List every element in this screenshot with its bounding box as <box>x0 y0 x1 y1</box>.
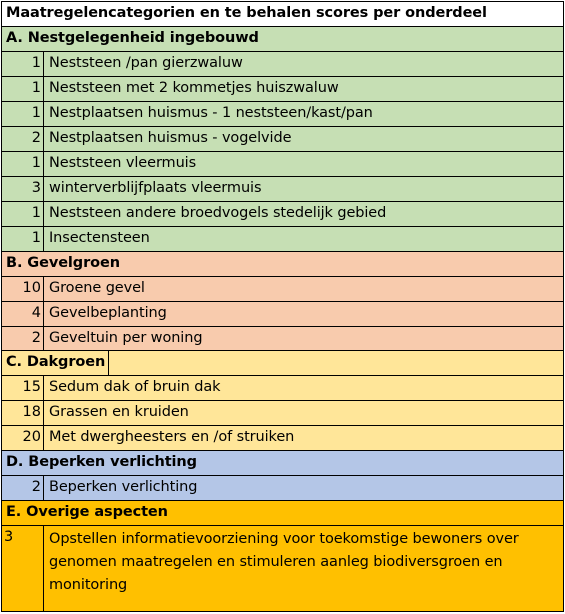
measure-label: Met dwergheesters en /of struiken <box>49 429 295 445</box>
score-cell: 20 <box>2 426 44 450</box>
measure-label: Sedum dak of bruin dak <box>49 379 221 395</box>
measure-label: Groene gevel <box>49 280 145 296</box>
table-row <box>1 376 564 401</box>
table-row <box>1 327 564 351</box>
section-heading-row <box>1 27 564 52</box>
table-title-row <box>1 1 564 27</box>
measure-label: Neststeen /pan gierzwaluw <box>49 55 243 71</box>
table-title: Maatregelencategorien en te behalen scores per onderdeel <box>6 5 487 21</box>
section-heading: D. Beperken verlichting <box>6 454 197 470</box>
table-row <box>1 127 564 152</box>
score-cell: 1 <box>2 202 44 226</box>
measure-label: Neststeen vleermuis <box>49 155 197 171</box>
score-cell: 1 <box>2 77 44 101</box>
score-cell: 10 <box>2 277 44 301</box>
score-cell: 1 <box>2 152 44 176</box>
table-row <box>1 152 564 177</box>
measure-label: Opstellen informatievoorziening voor toekomstige bewoners over genomen maatregelen en stimuleren aanleg biodiversgroen en monitoring <box>49 531 519 593</box>
table-row <box>1 77 564 102</box>
score-cell: 3 <box>2 526 44 611</box>
measure-label: Gevelbeplanting <box>49 305 167 321</box>
table-row <box>1 102 564 127</box>
section-heading-row <box>1 501 564 526</box>
measure-label: Geveltuin per woning <box>49 330 203 346</box>
table-row <box>1 302 564 327</box>
score-cell: 1 <box>2 52 44 76</box>
section-heading-row <box>1 252 564 277</box>
table-row <box>1 476 564 501</box>
score-cell: 2 <box>2 327 44 350</box>
section-heading: B. Gevelgroen <box>6 255 120 271</box>
measure-label: Nestplaatsen huismus - 1 neststeen/kast/pan <box>49 105 373 121</box>
score-cell: 1 <box>2 227 44 251</box>
measure-label: Neststeen met 2 kommetjes huiszwaluw <box>49 80 339 96</box>
table-row <box>1 227 564 252</box>
score-cell: 15 <box>2 376 44 400</box>
section-heading: E. Overige aspecten <box>6 504 168 520</box>
table-row <box>1 52 564 77</box>
measure-label: Neststeen andere broedvogels stedelijk gebied <box>49 205 387 221</box>
measure-label: Beperken verlichting <box>49 479 198 495</box>
score-cell: 18 <box>2 401 44 425</box>
scores-table <box>1 1 564 612</box>
cell-divider <box>108 351 109 375</box>
measure-label: Insectensteen <box>49 230 150 246</box>
section-heading-row <box>1 351 564 376</box>
table-row <box>1 426 564 451</box>
table-row <box>1 277 564 302</box>
measure-label: Grassen en kruiden <box>49 404 189 420</box>
score-cell: 2 <box>2 476 44 500</box>
table-row <box>1 177 564 202</box>
measure-label: winterverblijfplaats vleermuis <box>49 180 262 196</box>
measure-label: Nestplaatsen huismus - vogelvide <box>49 130 292 146</box>
score-cell: 1 <box>2 102 44 126</box>
score-cell: 3 <box>2 177 44 201</box>
section-heading: C. Dakgroen <box>6 354 106 370</box>
score-cell: 4 <box>2 302 44 326</box>
table-row <box>1 526 564 612</box>
section-heading-row <box>1 451 564 476</box>
table-row <box>1 202 564 227</box>
score-cell: 2 <box>2 127 44 151</box>
table-row <box>1 401 564 426</box>
section-heading: A. Nestgelegenheid ingebouwd <box>6 30 259 46</box>
